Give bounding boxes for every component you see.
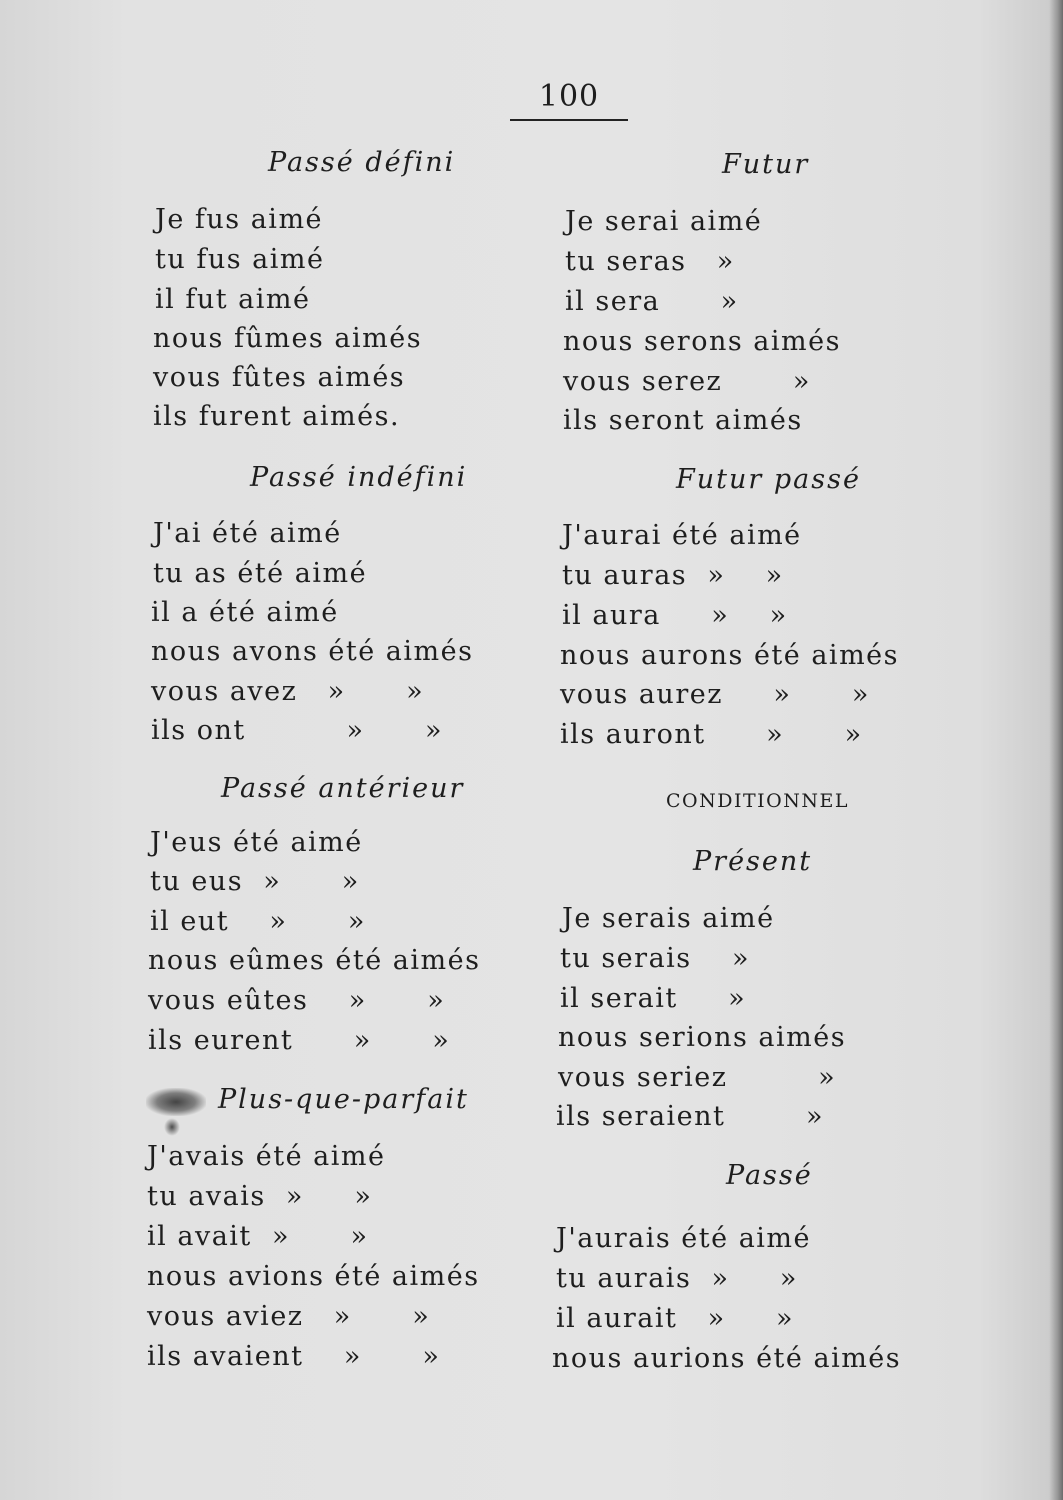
conjugation-line: tu auras » » [562, 560, 784, 591]
conjugation-line: il a été aimé [151, 597, 339, 628]
ink-smudge [146, 1088, 206, 1116]
conjugation-line: tu serais » [560, 943, 751, 974]
page-number-rule [510, 119, 628, 121]
conjugation-line: vous avez » » [151, 676, 425, 707]
section-title-conditionnel: CONDITIONNEL [666, 790, 849, 812]
conjugation-line: il eut » » [150, 906, 366, 937]
conjugation-line: vous eûtes » » [148, 985, 446, 1016]
heading-present: Présent [693, 846, 813, 877]
conjugation-line: tu eus » » [150, 866, 360, 897]
conjugation-line: vous seriez » [558, 1062, 837, 1093]
conjugation-line: ils avaient » » [147, 1341, 441, 1372]
heading-futur-passe: Futur passé [676, 464, 861, 495]
conjugation-line: J'ai été aimé [153, 518, 342, 549]
heading-passe: Passé [726, 1160, 813, 1191]
heading-plus-que-parfait: Plus-que-parfait [218, 1084, 469, 1115]
ink-mark [164, 1118, 180, 1136]
conjugation-line: ils seraient » [556, 1101, 825, 1132]
conjugation-line: J'aurai été aimé [562, 520, 802, 551]
conjugation-line: il sera » [565, 286, 739, 317]
conjugation-line: tu seras » [565, 246, 735, 277]
conjugation-line: il aurait » » [556, 1303, 795, 1334]
conjugation-line: ils eurent » » [148, 1025, 451, 1056]
conjugation-line: il aura » » [562, 600, 788, 631]
conjugation-line: vous serez » [563, 366, 811, 397]
page-number: 100 [538, 79, 600, 114]
conjugation-line: il avait » » [147, 1221, 369, 1252]
conjugation-line: ils auront » » [560, 719, 863, 750]
conjugation-line: nous avions été aimés [147, 1261, 480, 1292]
conjugation-line: vous fûtes aimés [153, 362, 406, 393]
conjugation-line: J'aurais été aimé [556, 1223, 812, 1254]
conjugation-line: il serait » [560, 983, 747, 1014]
heading-futur: Futur [722, 149, 810, 180]
conjugation-line: Je serai aimé [565, 206, 763, 237]
conjugation-line: tu fus aimé [155, 244, 325, 275]
conjugation-line: vous aurez » » [560, 679, 870, 710]
conjugation-line: il fut aimé [155, 284, 311, 315]
conjugation-line: nous aurions été aimés [552, 1343, 902, 1374]
conjugation-line: tu aurais » » [556, 1263, 798, 1294]
conjugation-line: J'eus été aimé [150, 827, 363, 858]
conjugation-line: tu as été aimé [153, 558, 368, 589]
conjugation-line: J'avais été aimé [147, 1141, 386, 1172]
heading-passe-defini: Passé défini [268, 147, 456, 178]
conjugation-line: vous aviez » » [147, 1301, 431, 1332]
conjugation-line: ils ont » » [151, 715, 444, 746]
conjugation-line: Je serais aimé [562, 903, 775, 934]
conjugation-line: nous avons été aimés [151, 636, 474, 667]
conjugation-line: tu avais » » [147, 1181, 373, 1212]
conjugation-line: nous aurons été aimés [560, 640, 900, 671]
conjugation-line: Je fus aimé [155, 204, 324, 235]
conjugation-line: ils seront aimés [563, 405, 803, 436]
conjugation-line: ils furent aimés. [153, 401, 401, 432]
conjugation-line: nous serons aimés [563, 326, 841, 357]
conjugation-line: nous eûmes été aimés [148, 945, 481, 976]
heading-passe-indefini: Passé indéfini [250, 462, 468, 493]
heading-passe-anterieur: Passé antérieur [221, 773, 465, 804]
conjugation-line: nous fûmes aimés [153, 323, 423, 354]
conjugation-line: nous serions aimés [558, 1022, 847, 1053]
page-edge-shadow [1049, 0, 1063, 1500]
